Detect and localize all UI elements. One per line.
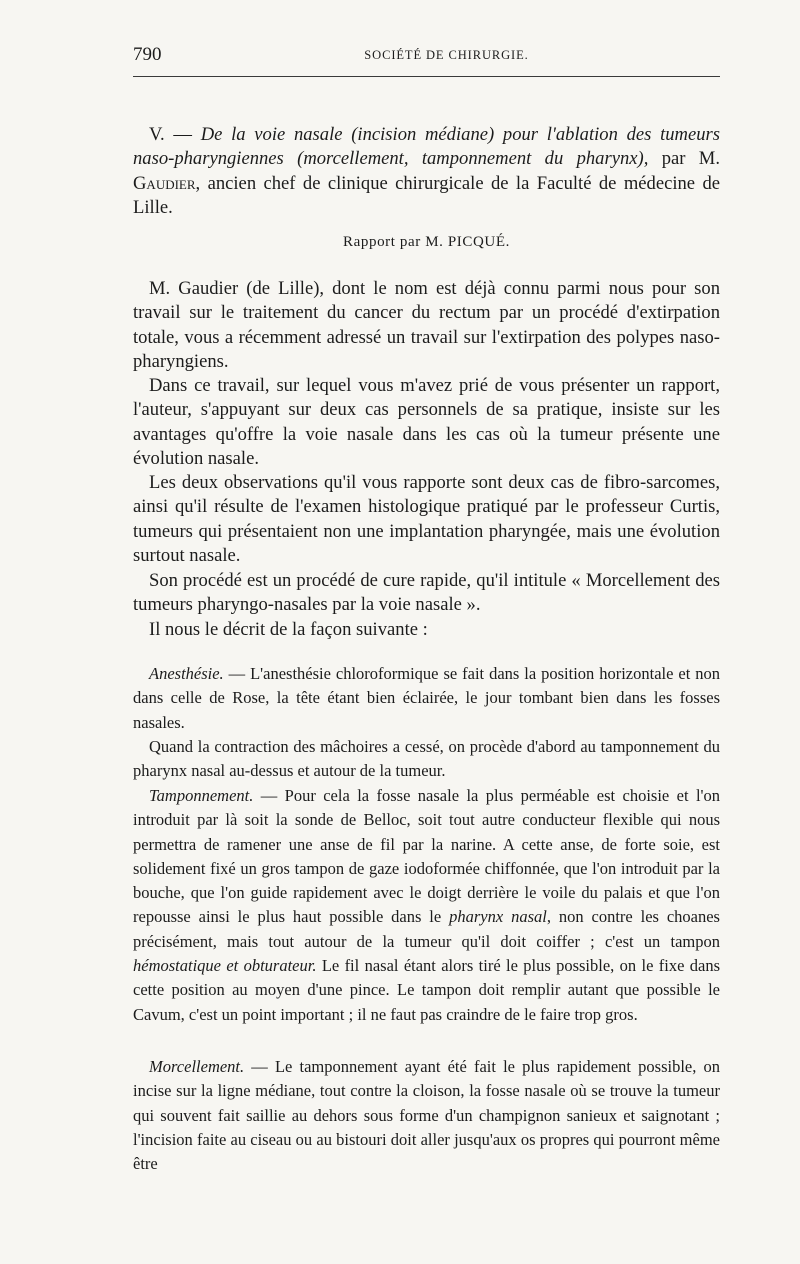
morcellement-text: — Le tamponnement ayant été fait le plus rapidement possible, on incise sur la ligne médiane, tout contre la cloison, la fosse nasale où se trouve la tumeur qui souvent fait saillie au dehors sous forme d'un champignon sanieux et saignotant ; l'incision faite au ciseau ou au bistouri doit aller jusqu'aux os propres qui pourront même être xyxy=(133,1057,720,1174)
tamponnement-text-3: Le fil nasal étant alors tiré le plus possible, on le fixe dans cette position au moyen d'une pince. Le tampon doit remplir autant que possible le Cavum, c'est un point important ; il ne faut pas craindre de le faire trop gros. xyxy=(133,956,720,1024)
running-title: SOCIÉTÉ DE CHIRURGIE. xyxy=(364,48,529,62)
morcellement-label: Morcellement. xyxy=(149,1057,245,1076)
paragraph-anesthesie xyxy=(133,662,720,735)
page-header xyxy=(133,42,720,66)
header-rule xyxy=(133,76,720,77)
title-italic-d: (morcellement, tamponnement du pharynx), xyxy=(297,148,649,170)
tamponnement-label: Tamponnement. xyxy=(149,786,254,805)
paragraph-morcellement xyxy=(133,1055,720,1176)
paragraph-tamponnement xyxy=(133,784,720,1027)
tamponnement-text-1: — Pour cela la fosse nasale la plus perméable est choisie et l'on introduit par là soit la sonde de Belloc, soit tout autre conducteur flexible qui nous permettra de ramener une anse de fil par la narine. A cette anse, de forte soie, est solidement fixé un gros tampon de gaze iodoformée chiffonnée, que l'on introduit par la bouche, que l'on guide rapidement avec le doigt derrière le voile du palais et que l'on repousse ainsi le plus haut possible dans le xyxy=(133,786,720,927)
rapport-line xyxy=(133,234,720,251)
article-title xyxy=(133,123,720,221)
title-by: par M. xyxy=(661,148,720,170)
paragraph-machoires: Quand la contraction des mâchoires a cessé, on procède d'abord au tamponnement du pharynx nasal au-dessus et autour de la tumeur. xyxy=(133,737,720,781)
title-italic-a: De la voie nasale xyxy=(200,124,343,145)
hemostatique: hémostatique et obturateur. xyxy=(133,956,317,976)
paragraph-1: M. Gaudier (de Lille), dont le nom est déjà connu parmi nous pour son travail sur le traitement du cancer du rectum par un procédé d'extirpation totale, vous a récemment adressé un travail sur l'extirpation des polypes naso-pharyngiens. xyxy=(133,278,720,373)
paragraph-3: Les deux observations qu'il vous rapporte sont deux cas de fibro-sarcomes, ainsi qu'il résulte de l'examen histologique pratiqué par le professeur Curtis, tumeurs qui présentaient non une implantation pharyngée, mais une évolution surtout nasale. xyxy=(133,472,720,567)
paragraph-4: Son procédé est un procédé de cure rapide, qu'il intitule « Morcellement des tumeurs pharyngo-nasales par la voie nasale ». xyxy=(133,570,720,616)
title-author: Gaudier xyxy=(133,172,196,194)
page-number: 790 xyxy=(133,44,162,65)
title-italic-b: (incision médiane) xyxy=(351,124,495,145)
paragraph-2: Dans ce travail, sur lequel vous m'avez prié de vous présenter un rapport, l'auteur, s'appuyant sur deux cas personnels de sa pratique, insiste sur les avantages qu'offre la voie nasale dans les cas où la tumeur présente une évolution nasale. xyxy=(133,375,720,470)
title-italic-c: pour l'ablation des tumeurs naso-pharyngiennes xyxy=(133,124,720,170)
rapport-name: PICQUÉ. xyxy=(447,234,510,250)
title-number: V. — xyxy=(149,124,192,145)
rapport-label: Rapport par M. xyxy=(343,234,444,250)
tamponnement-text-2: , non contre les choanes précisément, mais tout autour de la tumeur qu'il doit coiffer ; c'est un tampon xyxy=(133,907,720,951)
title-affiliation: , ancien chef de clinique chirurgicale de la Faculté de médecine de Lille. xyxy=(133,172,720,219)
paragraph-5: Il nous le décrit de la façon suivante : xyxy=(149,619,428,640)
pharynx-nasal: pharynx nasal xyxy=(449,907,547,927)
anesthesie-text: — L'anesthésie chloroformique se fait dans la position horizontale et non dans celle de Rose, la tête étant bien éclairée, le jour tombant bien dans les fosses nasales. xyxy=(133,664,720,732)
anesthesie-label: Anesthésie. xyxy=(149,664,224,683)
